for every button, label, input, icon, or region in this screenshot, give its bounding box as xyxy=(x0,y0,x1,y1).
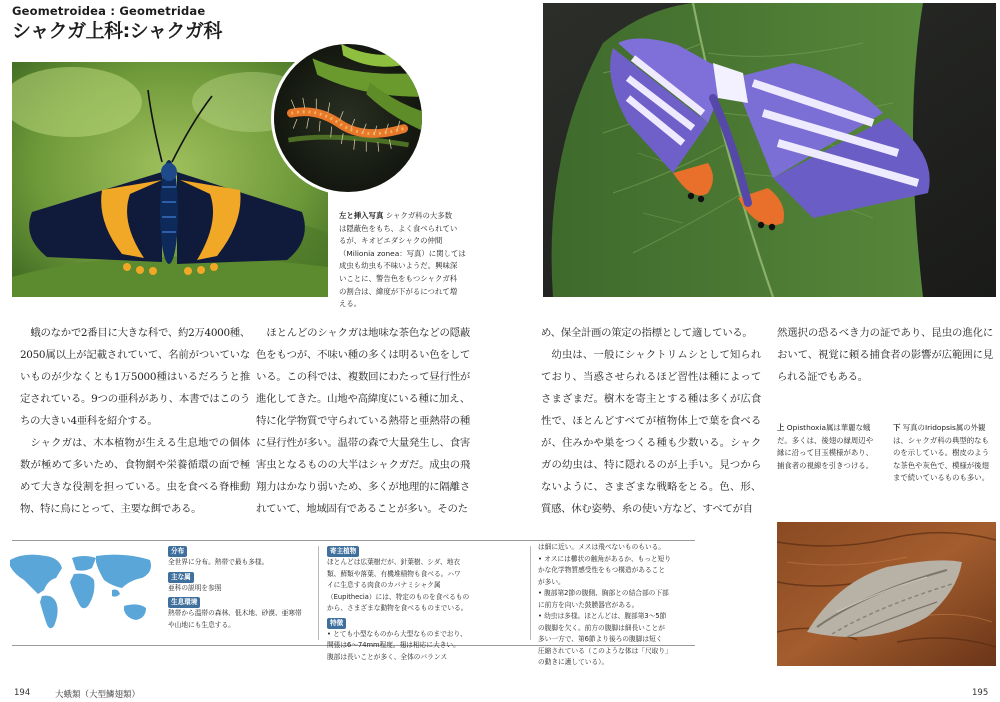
tag-features: 特徴 xyxy=(327,618,346,629)
tag-distribution: 分布 xyxy=(168,546,187,557)
caption-left: 左と挿入写真 シャクガ科の大多数 は隠蔽色をもち、よく食べられてい るが、キオビエダシャクの仲間 （Milionia zonea：写真）に関しては 成虫も幼虫も不味いようだ。興味深 いことに、警告色をもつシャクガ科 の割合は、緯度が下がるにつれて増 える。 xyxy=(339,211,466,309)
paragraph: 幼虫は、一般にシャクトリムシとして知られており、当惑させられるほど習性は種によってさまざまだ。樹木を寄主とする種は多くが広食性で、ほとんどすべてが植物体上で葉を食べるが、住みかや巣をつくる種も少数いる。シャクガの幼虫は、特に隠れるのが上手い。見つからないように、さまざまな戦略をとる。色、形、質感、休む姿勢、糸の使い方など、すべてが自 xyxy=(541,349,761,515)
caption-right-bottom: 下 写真のIridopsis属の外観 は、シャクガ科の典型的なも のを示している。樹皮のよう な茶色や灰色で、模様が後翅 まで続いているものも多い。 xyxy=(893,423,990,483)
panel-divider xyxy=(530,546,531,640)
panel-col-3: は細に近い。メスは飛べないものもいる。 • オスには櫛状の触角があるか、もっと短り かな化学物質感受性をもつ構造があること が多い。 • 腹部第2節の腹側、胸部との結合部の下部 に前方を向いた鼓膜器官がある。 • 幼虫は多様。ほとんどは、腹部第3～5節 の腹脚を欠く。前方の腹脚は細長いことが 多い一方で、第6節より後ろの腹脚は短く 圧縮されている（このような体は「尺取り」 の動きに適している）。 xyxy=(538,543,672,666)
paragraph: ほとんどのシャクガは地味な茶色などの隠蔽色をもつが、不味い種の多くは明るい色をしている。この科では、複数回にわたって昼行性が進化してきた。山地や高緯度にいる種に加え、特に化学物質で守られている熱帯と亜熱帯の種に昼行性が多い。温帯の森で大量発生し、食害害虫となるものの大半はシャクガだ。成虫の飛翔力はかなり弱いため、多くが地理的に隔離されていて、地域固有であることが多い。そのた xyxy=(256,327,470,515)
paragraph: め、保全計画の策定の指標として適している。 xyxy=(541,327,753,339)
body-column-4 xyxy=(777,322,993,388)
tag-host: 寄主植物 xyxy=(327,546,359,557)
caption-right-top: 上 Opisthoxia属は華麗な蛾 だ。多くは、後翅の縁周辺や 縁に沿って目玉模様があり、 捕食者の視線を引きつける。 xyxy=(777,423,874,470)
paragraph: シャクガは、木本植物が生える生息地での個体数が極めて多いため、食物網や栄養循環の面で極めて大きな役割を担っている。虫を食べる脊椎動物、特に鳥にとって、主要な餌である。 xyxy=(20,437,250,515)
body-column-3 xyxy=(541,322,761,520)
distribution-text: 全世界に分布。熱帯で最も多様。 xyxy=(168,558,269,566)
world-map xyxy=(4,550,160,635)
page-title: シャクガ上科:シャクガ科 xyxy=(12,20,222,42)
panel-col-2: 寄主植物 ほとんどは広葉樹だが、針葉樹、シダ、地衣 類、蘚類や落葉、有機堆積物も食べる。ハワ イに生息する肉食のカバナミシャク属 （Eupithecia）には、特定のものを食べるもの から、さまざまな動物を食べるものまでいる。 特徴 • とても小型なものから大型なものまでおり、 開張は6～74mm程度。翅は相応に大きい。 腹部は長いことが多く、全体のバランス xyxy=(327,547,470,661)
tag-habitat: 生息環境 xyxy=(168,597,200,608)
scientific-name: Geometroidea : Geometridae xyxy=(12,4,206,18)
caterpillar-photo xyxy=(271,41,425,195)
panel-col-1: 分布 全世界に分布。熱帯で最も多様。 主な属 亜科の説明を参照 生息環境 熱帯から温帯の森林、低木地、砂漠、亜寒帯 や山地にも生息する。 xyxy=(168,546,314,631)
body-column-2 xyxy=(256,322,470,520)
grey-moth-photo xyxy=(777,522,996,666)
tag-species: 主な属 xyxy=(168,572,194,583)
panel-top-rule xyxy=(12,540,695,541)
page-number-right: 195 xyxy=(972,688,989,698)
panel-divider xyxy=(318,546,319,640)
caption-left-label: 左と挿入写真 xyxy=(339,211,384,220)
body-column-1 xyxy=(20,322,250,520)
page-number-left: 194 xyxy=(14,688,31,698)
paragraph: 蛾のなかで2番目に大きな科で、約2万4000種、2050属以上が記載されていて、名前がついていないものが少なくとも1万5000種はいるだろうと推定されている。9つの亜科があり、本書ではこのうちの大きい4亜科を紹介する。 xyxy=(20,327,250,427)
paragraph: 然選択の恐るべき力の証であり、昆虫の進化において、視覚に頼る捕食者の影響が広範囲に見られる証でもある。 xyxy=(777,327,993,383)
species-text: 亜科の説明を参照 xyxy=(168,583,222,592)
section-title: 大蛾類（大型鱗翅類） xyxy=(55,690,141,700)
purple-moth-photo xyxy=(543,3,996,297)
